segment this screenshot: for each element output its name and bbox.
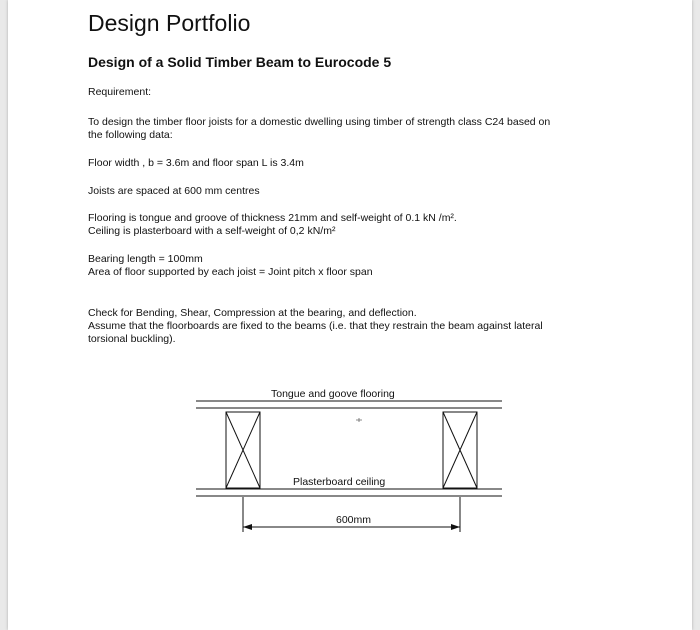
spacing-label: 600mm <box>336 514 372 526</box>
floor-dimensions: Floor width , b = 3.6m and floor span L is 3.4m <box>88 157 304 169</box>
ceiling-label: Plasterboard ceiling <box>293 476 386 488</box>
dimension-arrow-right <box>451 524 460 530</box>
assumption-line: torsional buckling). <box>88 333 176 345</box>
ceiling-load: Ceiling is plasterboard with a self-weight of 0,2 kN/m² <box>88 225 336 237</box>
dimension-arrow-left <box>243 524 252 530</box>
flooring-load: Flooring is tongue and groove of thickness 21mm and self-weight of 0.1 kN /m². <box>88 212 457 224</box>
document-subtitle: Design of a Solid Timber Beam to Eurocode 5 <box>88 54 392 70</box>
intro-line: To design the timber floor joists for a domestic dwelling using timber of strength class C24 based on <box>88 116 551 128</box>
floor-area: Area of floor supported by each joist = Joint pitch x floor span <box>88 266 373 278</box>
bearing-length: Bearing length = 100mm <box>88 253 203 265</box>
intro-line: the following data: <box>88 129 173 141</box>
page-title: Design Portfolio <box>88 10 251 36</box>
joist-spacing: Joists are spaced at 600 mm centres <box>88 185 260 197</box>
flooring-label: Tongue and goove flooring <box>271 388 395 400</box>
checks-line: Check for Bending, Shear, Compression at the bearing, and deflection. <box>88 307 417 319</box>
requirement-heading: Requirement: <box>88 86 152 98</box>
right-joist <box>443 412 477 488</box>
left-joist <box>226 412 260 488</box>
flooring-mark <box>356 418 362 422</box>
assumption-line: Assume that the floorboards are fixed to the beams (i.e. that they restrain the beam against lateral <box>88 320 543 332</box>
